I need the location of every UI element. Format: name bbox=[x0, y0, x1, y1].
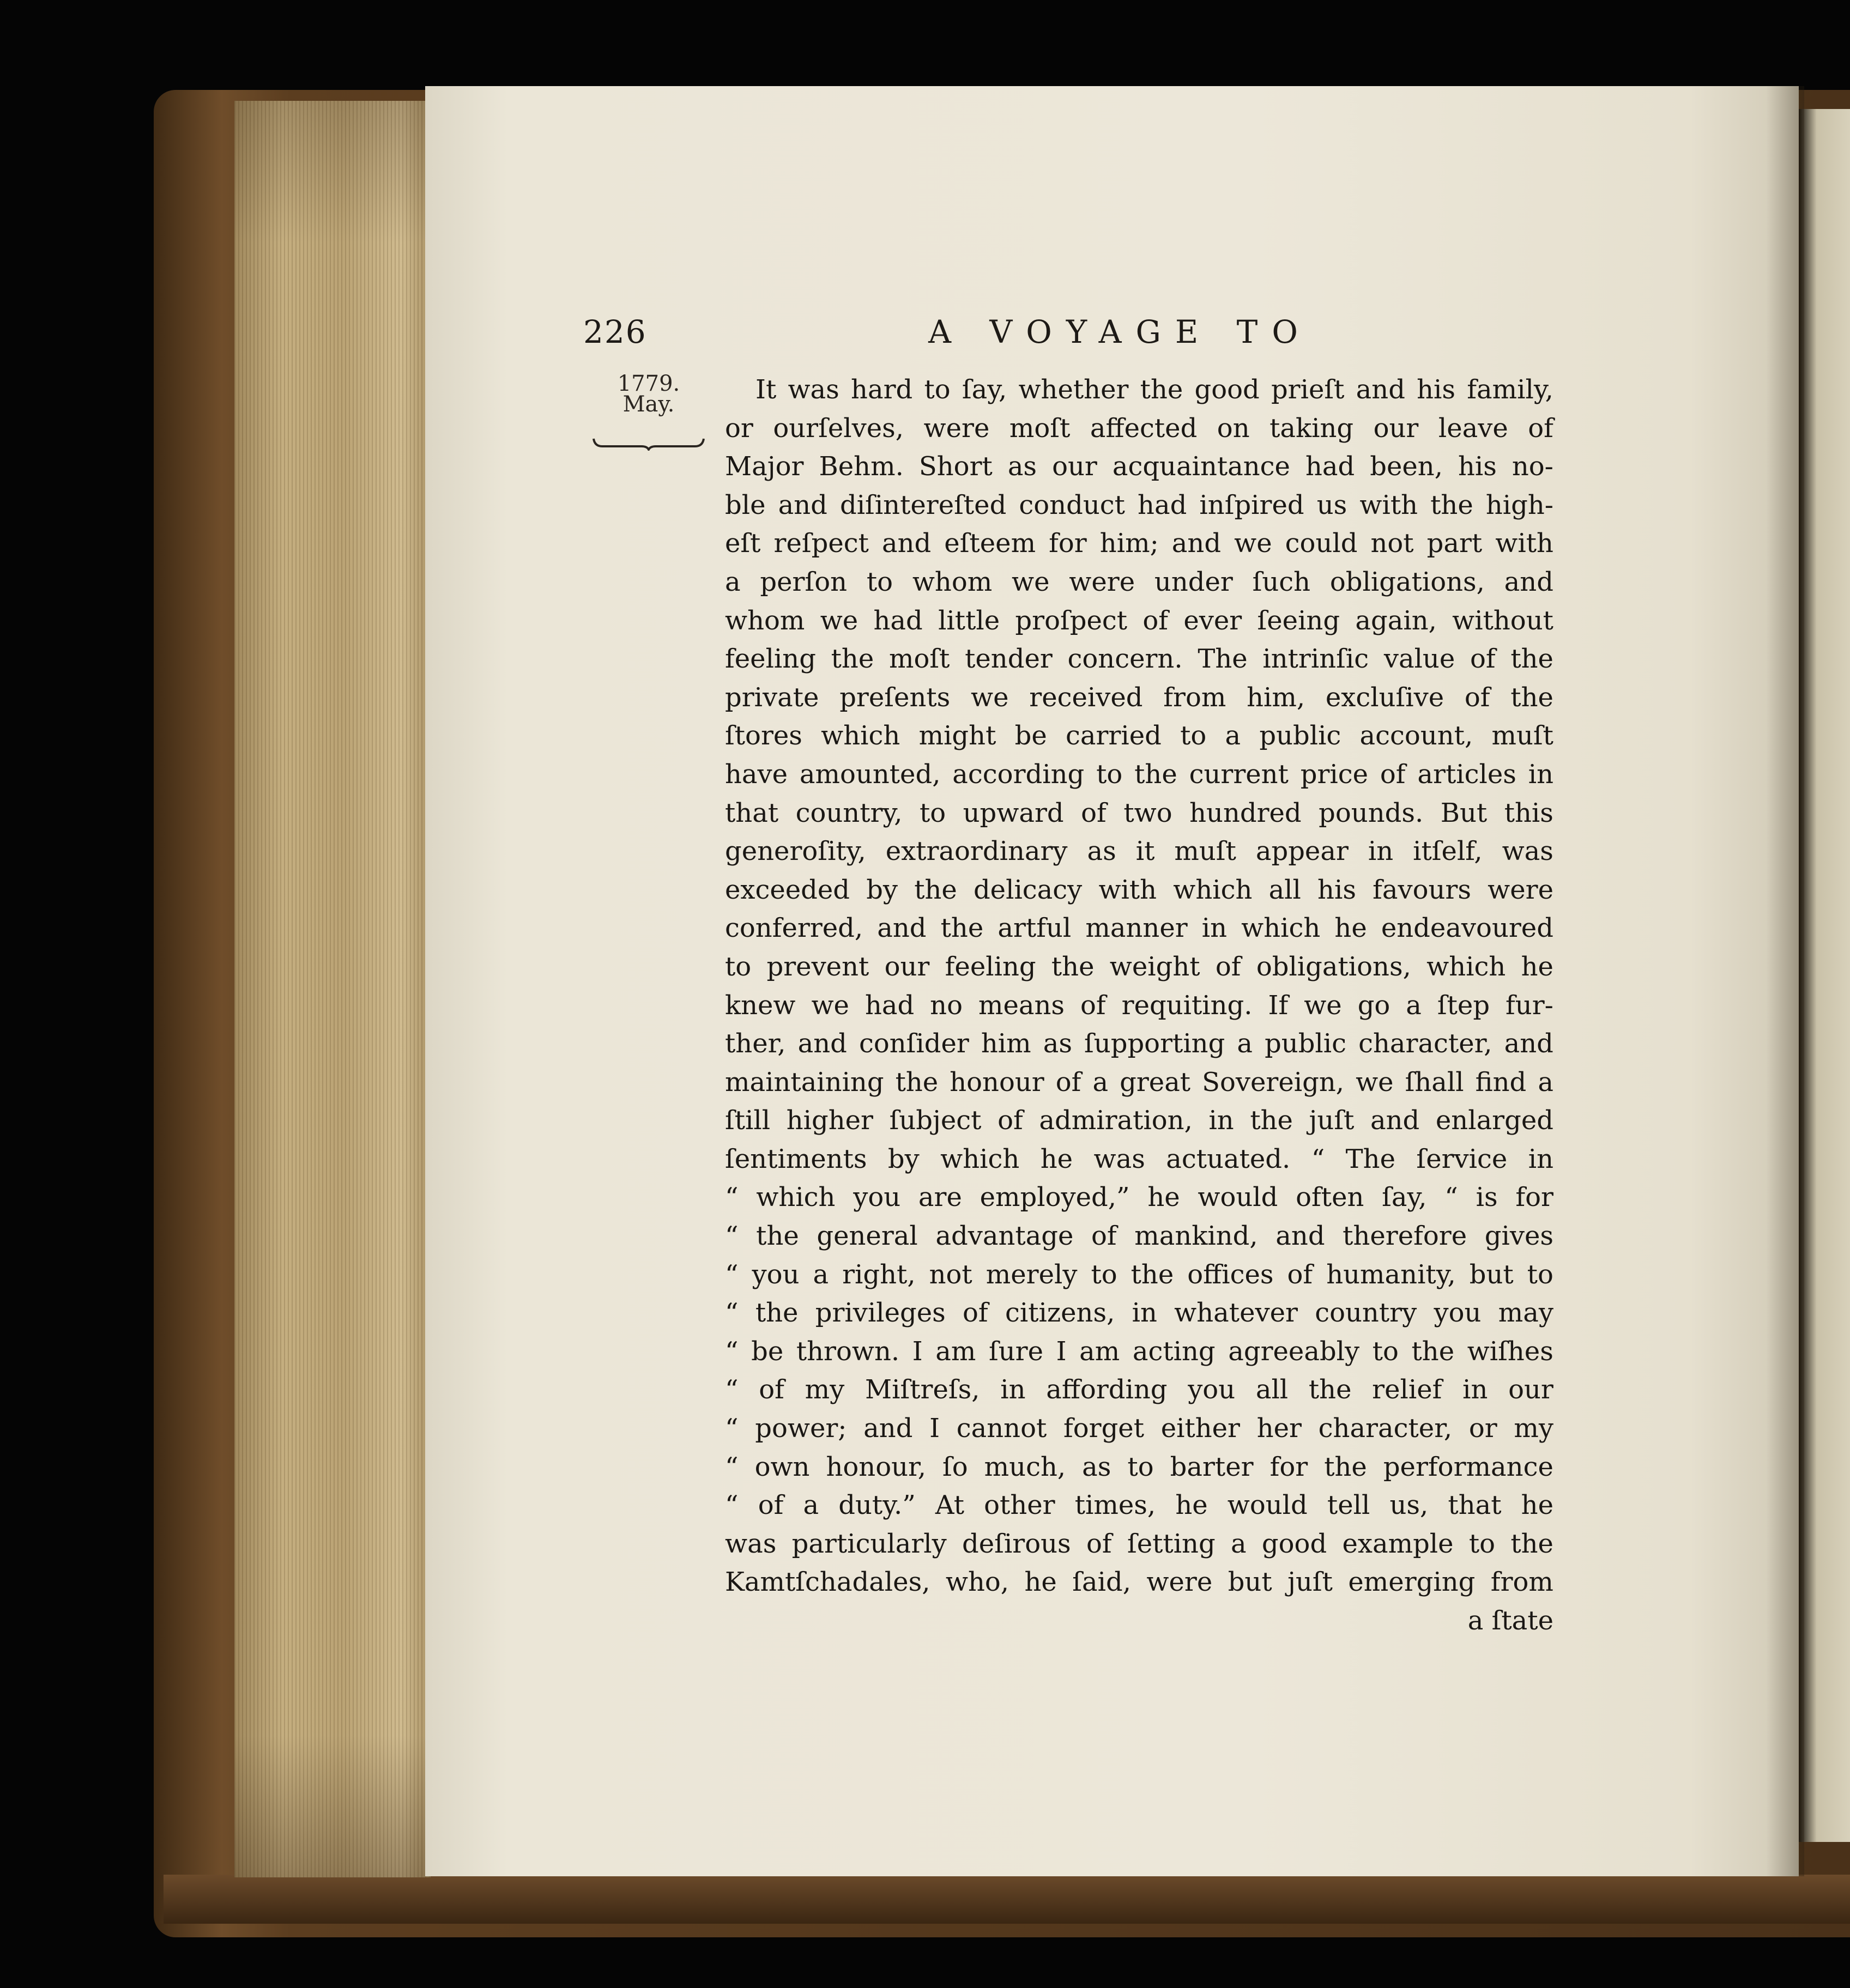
margin-note-month: May. bbox=[622, 392, 675, 417]
text-line: “ you a right, not merely to the offices of humanity, but to bbox=[725, 1259, 1553, 1290]
text-line: was particularly deſirous of ſetting a good example to the bbox=[725, 1528, 1553, 1559]
text-line: exceeded by the delicacy with which all his favours were bbox=[725, 874, 1553, 905]
text-line: “ of a duty.” At other times, he would tell us, that he bbox=[725, 1490, 1553, 1521]
text-line: “ of my Miſtreſs, in affording you all the relief in our bbox=[725, 1374, 1553, 1405]
body-text bbox=[725, 371, 1553, 1640]
text-line: ſtores which might be carried to a public account, muſt bbox=[725, 720, 1553, 751]
text-line: ſentiments by which he was actuated. “ The ſervice in bbox=[725, 1143, 1553, 1174]
margin-note bbox=[591, 373, 706, 415]
page-header bbox=[583, 313, 1559, 357]
text-line: maintaining the honour of a great Sovereign, we ſhall find a bbox=[725, 1066, 1553, 1098]
text-line: feeling the moſt tender concern. The intrinſic value of the bbox=[725, 644, 1553, 675]
text-line: to prevent our feeling the weight of obligations, which he bbox=[725, 951, 1553, 982]
text-line: “ be thrown. I am ſure I am acting agreeably to the wiſhes bbox=[725, 1336, 1553, 1367]
text-line: whom we had little proſpect of ever ſeeing again, without bbox=[725, 605, 1553, 636]
text-line: private preſents we received from him, excluſive of the bbox=[725, 682, 1553, 713]
text-line: ſtill higher ſubject of admiration, in the juſt and enlarged bbox=[725, 1105, 1553, 1136]
text-line: “ power; and I cannot forget either her character, or my bbox=[725, 1413, 1553, 1444]
text-line: a perſon to whom we were under ſuch obligations, and bbox=[725, 566, 1553, 597]
text-line: It was hard to ſay, whether the good prieſt and his family, bbox=[755, 374, 1553, 405]
text-line: have amounted, according to the current price of articles in bbox=[725, 759, 1553, 790]
text-line: ther, and conſider him as ſupporting a public character, and bbox=[725, 1028, 1553, 1059]
text-line: “ the general advantage of mankind, and therefore gives bbox=[725, 1221, 1553, 1252]
text-line: ble and diſintereſted conduct had inſpired us with the high- bbox=[725, 489, 1553, 520]
page-gutter-shadow bbox=[1766, 86, 1804, 1876]
text-line: “ which you are employed,” he would often ſay, “ is for bbox=[725, 1182, 1553, 1213]
text-line: generoſity, extraordinary as it muſt appear in itſelf, was bbox=[725, 836, 1553, 867]
text-line: “ own honour, ſo much, as to barter for the performance bbox=[725, 1451, 1553, 1482]
text-line: or ourſelves, were moſt affected on taking our leave of bbox=[725, 413, 1553, 444]
text-line: knew we had no means of requiting. If we go a ſtep fur- bbox=[725, 990, 1553, 1021]
facing-page bbox=[1799, 109, 1850, 1842]
book-cover-bottom bbox=[164, 1875, 1850, 1924]
page-edges-shade bbox=[234, 101, 431, 1877]
catchword: a ſtate bbox=[1467, 1605, 1553, 1636]
text-line: Kamtſchadales, who, he ſaid, were but juſt emerging from bbox=[725, 1567, 1553, 1598]
text-line: that country, to upward of two hundred pounds. But this bbox=[725, 797, 1553, 828]
text-line: conferred, and the artful manner in which he endeavoured bbox=[725, 913, 1553, 944]
running-head: A VOYAGE TO bbox=[928, 313, 1312, 350]
text-line: “ the privileges of citizens, in whatever country you may bbox=[725, 1298, 1553, 1329]
margin-note-year: 1779. bbox=[617, 371, 680, 396]
page-number: 226 bbox=[583, 313, 647, 350]
text-line: eſt reſpect and eſteem for him; and we could not part with bbox=[725, 528, 1553, 559]
text-line: Major Behm. Short as our acquaintance had been, his no- bbox=[725, 451, 1553, 482]
margin-brace-icon bbox=[591, 437, 706, 451]
